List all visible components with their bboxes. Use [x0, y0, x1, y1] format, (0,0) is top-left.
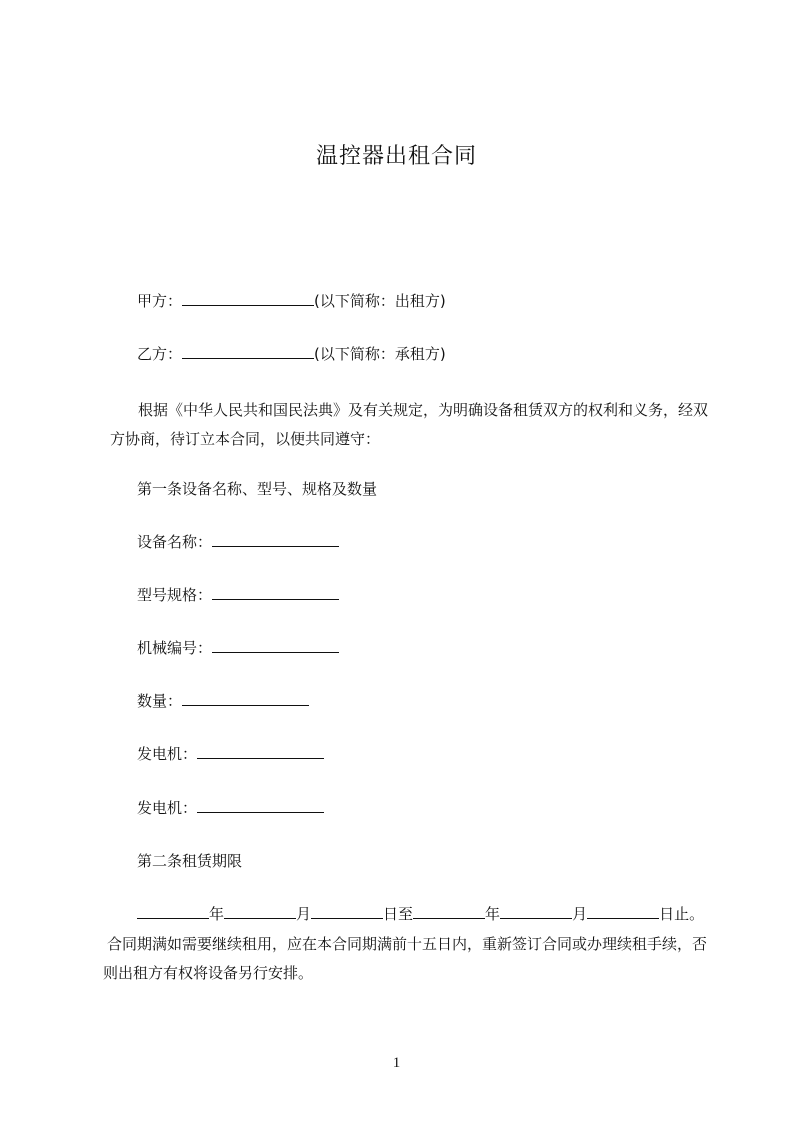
device-name-blank[interactable]: [212, 531, 339, 547]
party-a-note: (以下简称：出租方): [314, 292, 446, 310]
generator-1-label: 发电机：: [137, 745, 198, 763]
quantity-blank[interactable]: [182, 690, 309, 706]
document-title: 温控器出租合同: [315, 144, 477, 169]
party-b-note: (以下简称：承租方): [314, 345, 446, 363]
quantity-label: 数量：: [137, 692, 183, 710]
party-b-line: [137, 343, 446, 365]
lease-term-line: [137, 903, 704, 925]
article1-heading: 第一条设备名称、型号、规格及数量: [137, 480, 378, 498]
machine-no-line: [137, 637, 339, 659]
day-to-unit: 日至: [383, 905, 414, 923]
end-month-blank[interactable]: [500, 903, 572, 919]
party-a-label: 甲方：: [137, 292, 183, 310]
end-year-blank[interactable]: [413, 903, 485, 919]
generator-1-blank[interactable]: [197, 743, 324, 759]
renewal-paragraph: 合同期满如需要继续租用，应在本合同期满前十五日内，重新签订合同或办理续租手续，否则出租方有权将设备另行安排。: [103, 935, 708, 982]
day-end-unit: 日止。: [659, 905, 705, 923]
start-day-blank[interactable]: [311, 903, 383, 919]
year-unit: 年: [209, 905, 225, 923]
party-a-line: [137, 290, 446, 312]
start-year-blank[interactable]: [137, 903, 209, 919]
preamble-paragraph: 根据《中华人民共和国民法典》及有关规定，为明确设备租赁双方的权利和义务，经双方协商，待订立本合同，以便共同遵守：: [110, 401, 709, 448]
quantity-line: [137, 690, 309, 712]
machine-no-blank[interactable]: [212, 637, 339, 653]
article2-heading: 第二条租赁期限: [137, 852, 243, 870]
device-name-line: [137, 531, 339, 553]
model-spec-blank[interactable]: [212, 584, 339, 600]
machine-no-label: 机械编号：: [137, 639, 213, 657]
month-unit: 月: [296, 905, 312, 923]
model-spec-label: 型号规格：: [137, 586, 213, 604]
party-b-blank[interactable]: [182, 343, 314, 359]
end-day-blank[interactable]: [587, 903, 659, 919]
generator-2-line: [137, 797, 324, 819]
generator-2-label: 发电机：: [137, 799, 198, 817]
page-number: 1: [392, 1055, 401, 1071]
model-spec-line: [137, 584, 339, 606]
device-name-label: 设备名称：: [137, 533, 213, 551]
generator-2-blank[interactable]: [197, 797, 324, 813]
start-month-blank[interactable]: [224, 903, 296, 919]
party-a-blank[interactable]: [182, 290, 314, 306]
month2-unit: 月: [572, 905, 588, 923]
year2-unit: 年: [485, 905, 501, 923]
generator-1-line: [137, 743, 324, 765]
party-b-label: 乙方：: [137, 345, 183, 363]
